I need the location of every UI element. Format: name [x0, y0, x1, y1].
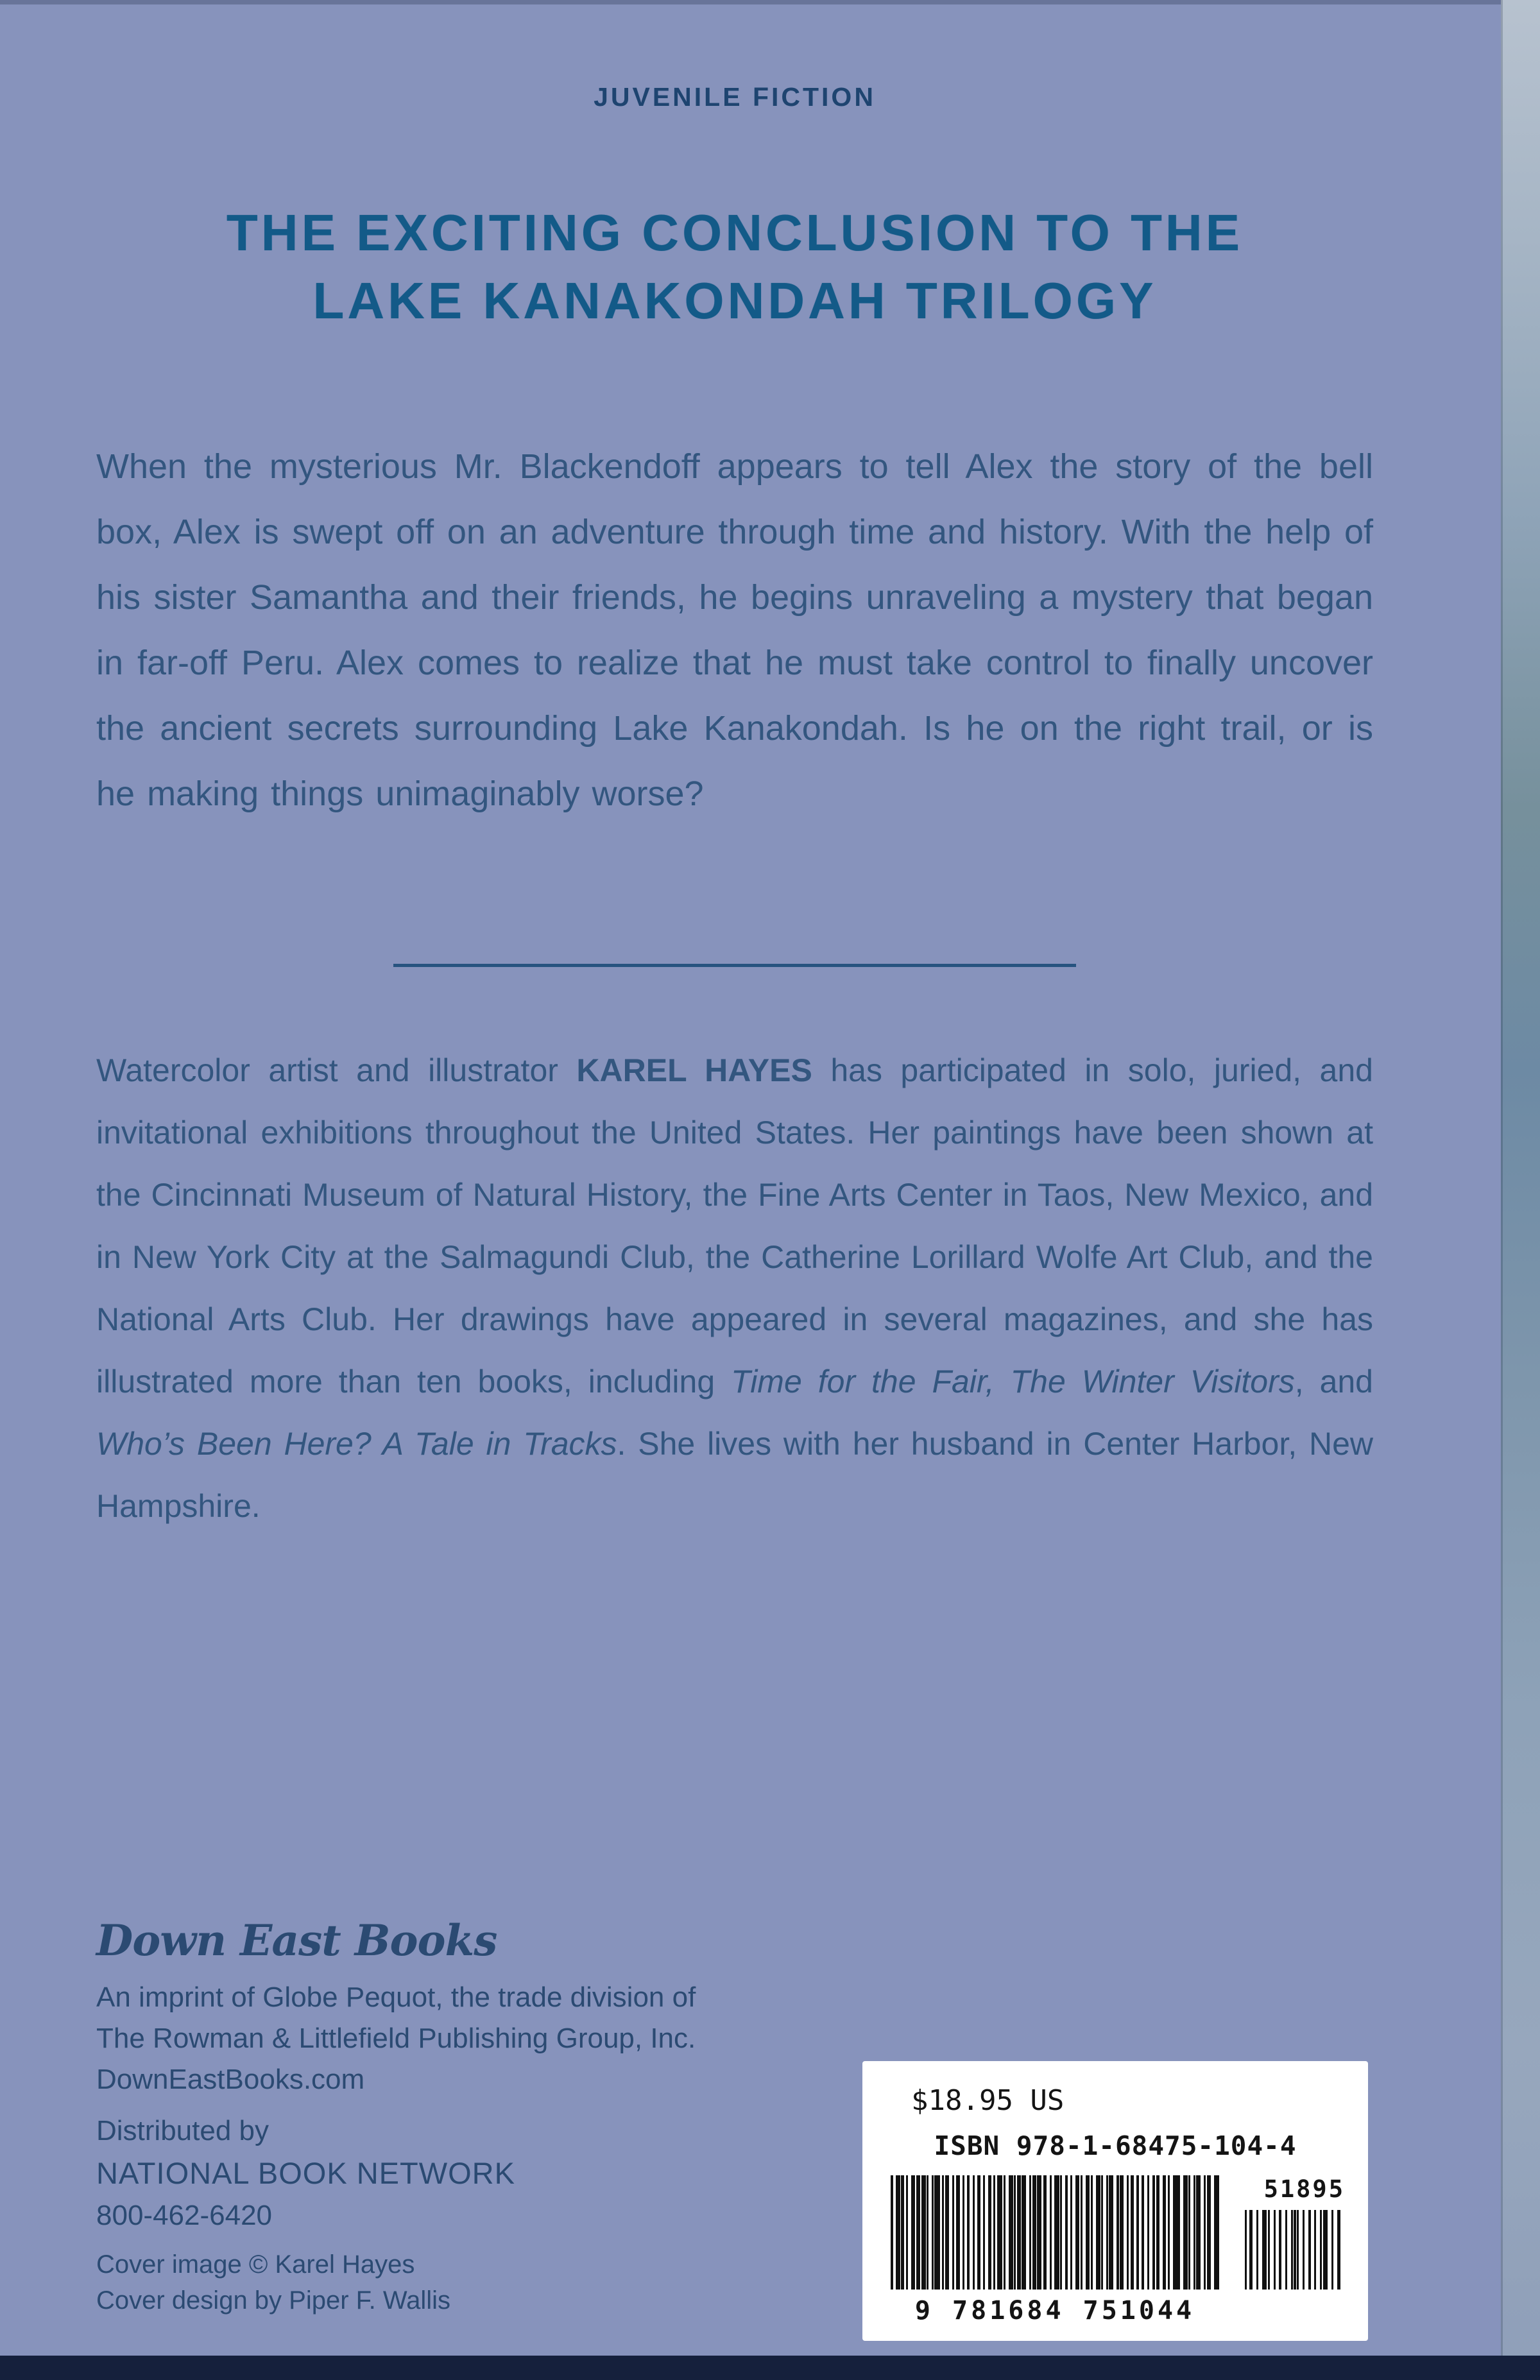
author-bio: [96, 1040, 1373, 1537]
distributor-name: NATIONAL BOOK NETWORK: [96, 2156, 515, 2190]
imprint-line-1: An imprint of Globe Pequot, the trade division of: [96, 1982, 696, 2013]
section-divider: [393, 964, 1076, 967]
price-label: $18.95 US: [911, 2084, 1065, 2117]
distributed-by-label: Distributed by: [96, 2115, 270, 2146]
headline-line-1: THE EXCITING CONCLUSION TO THE: [226, 204, 1244, 261]
bio-author-name: KAREL HAYES: [576, 1052, 812, 1088]
top-edge-shadow: [0, 0, 1540, 4]
cover-art-edge-sliver: [1501, 0, 1540, 2380]
publisher-website: DownEastBooks.com: [96, 2064, 365, 2095]
publisher-logo: Down East Books: [96, 1915, 497, 1965]
bottom-edge-strip: [0, 2356, 1540, 2380]
bio-text: has participated in solo, juried, and invitational exhibitions throughout the United States. Her paintings have been shown at the Cincinnati Museum of Natural History, the Fine Arts Center in Taos, New Mexico, and in New York City at the Salmagundi Club, the Catherine Lorillard Wolfe Art Club, and the National Arts Club. Her drawings have appeared in several magazines, and she has illustrated more than ten books, including: [96, 1052, 1373, 1400]
addon-barcode: [1245, 2210, 1341, 2290]
bio-text: . She lives with her husband in Center Harbor, New Hampshire.: [96, 1426, 1373, 1524]
bio-text: , and: [1294, 1364, 1373, 1400]
bio-book-title: Who’s Been Here? A Tale in Tracks: [96, 1426, 617, 1462]
addon-digits: 51895: [1263, 2175, 1345, 2203]
bio-text: Watercolor artist and illustrator: [96, 1052, 577, 1088]
category-label: JUVENILE FICTION: [594, 82, 876, 112]
cover-image-credit: Cover image © Karel Hayes: [96, 2250, 415, 2279]
headline-line-2: LAKE KANAKONDAH TRILOGY: [312, 272, 1157, 329]
ean-barcode: [891, 2175, 1219, 2290]
isbn-label: ISBN 978-1-68475-104-4: [934, 2130, 1297, 2161]
ean-digits: 9 781684 751044: [914, 2296, 1195, 2325]
distributor-phone: 800-462-6420: [96, 2200, 273, 2231]
synopsis-paragraph: When the mysterious Mr. Blackendoff appears to tell Alex the story of the bell box, Alex is swept off on an adventure through time and history. With the help of his sister Samantha and their friends, he begins unraveling a mystery that began in far-off Peru. Alex comes to realize that he must take control to finally uncover the ancient secrets surrounding Lake Kanakondah. Is he on the right trail, or is he making things unimaginably worse?: [96, 447, 1373, 813]
headline: [96, 199, 1373, 335]
bio-book-titles: Time for the Fair, The Winter Visitors: [731, 1364, 1295, 1400]
barcode-panel: [862, 2061, 1368, 2341]
cover-design-credit: Cover design by Piper F. Wallis: [96, 2286, 451, 2315]
imprint-line-2: The Rowman & Littlefield Publishing Group, Inc.: [96, 2023, 696, 2054]
